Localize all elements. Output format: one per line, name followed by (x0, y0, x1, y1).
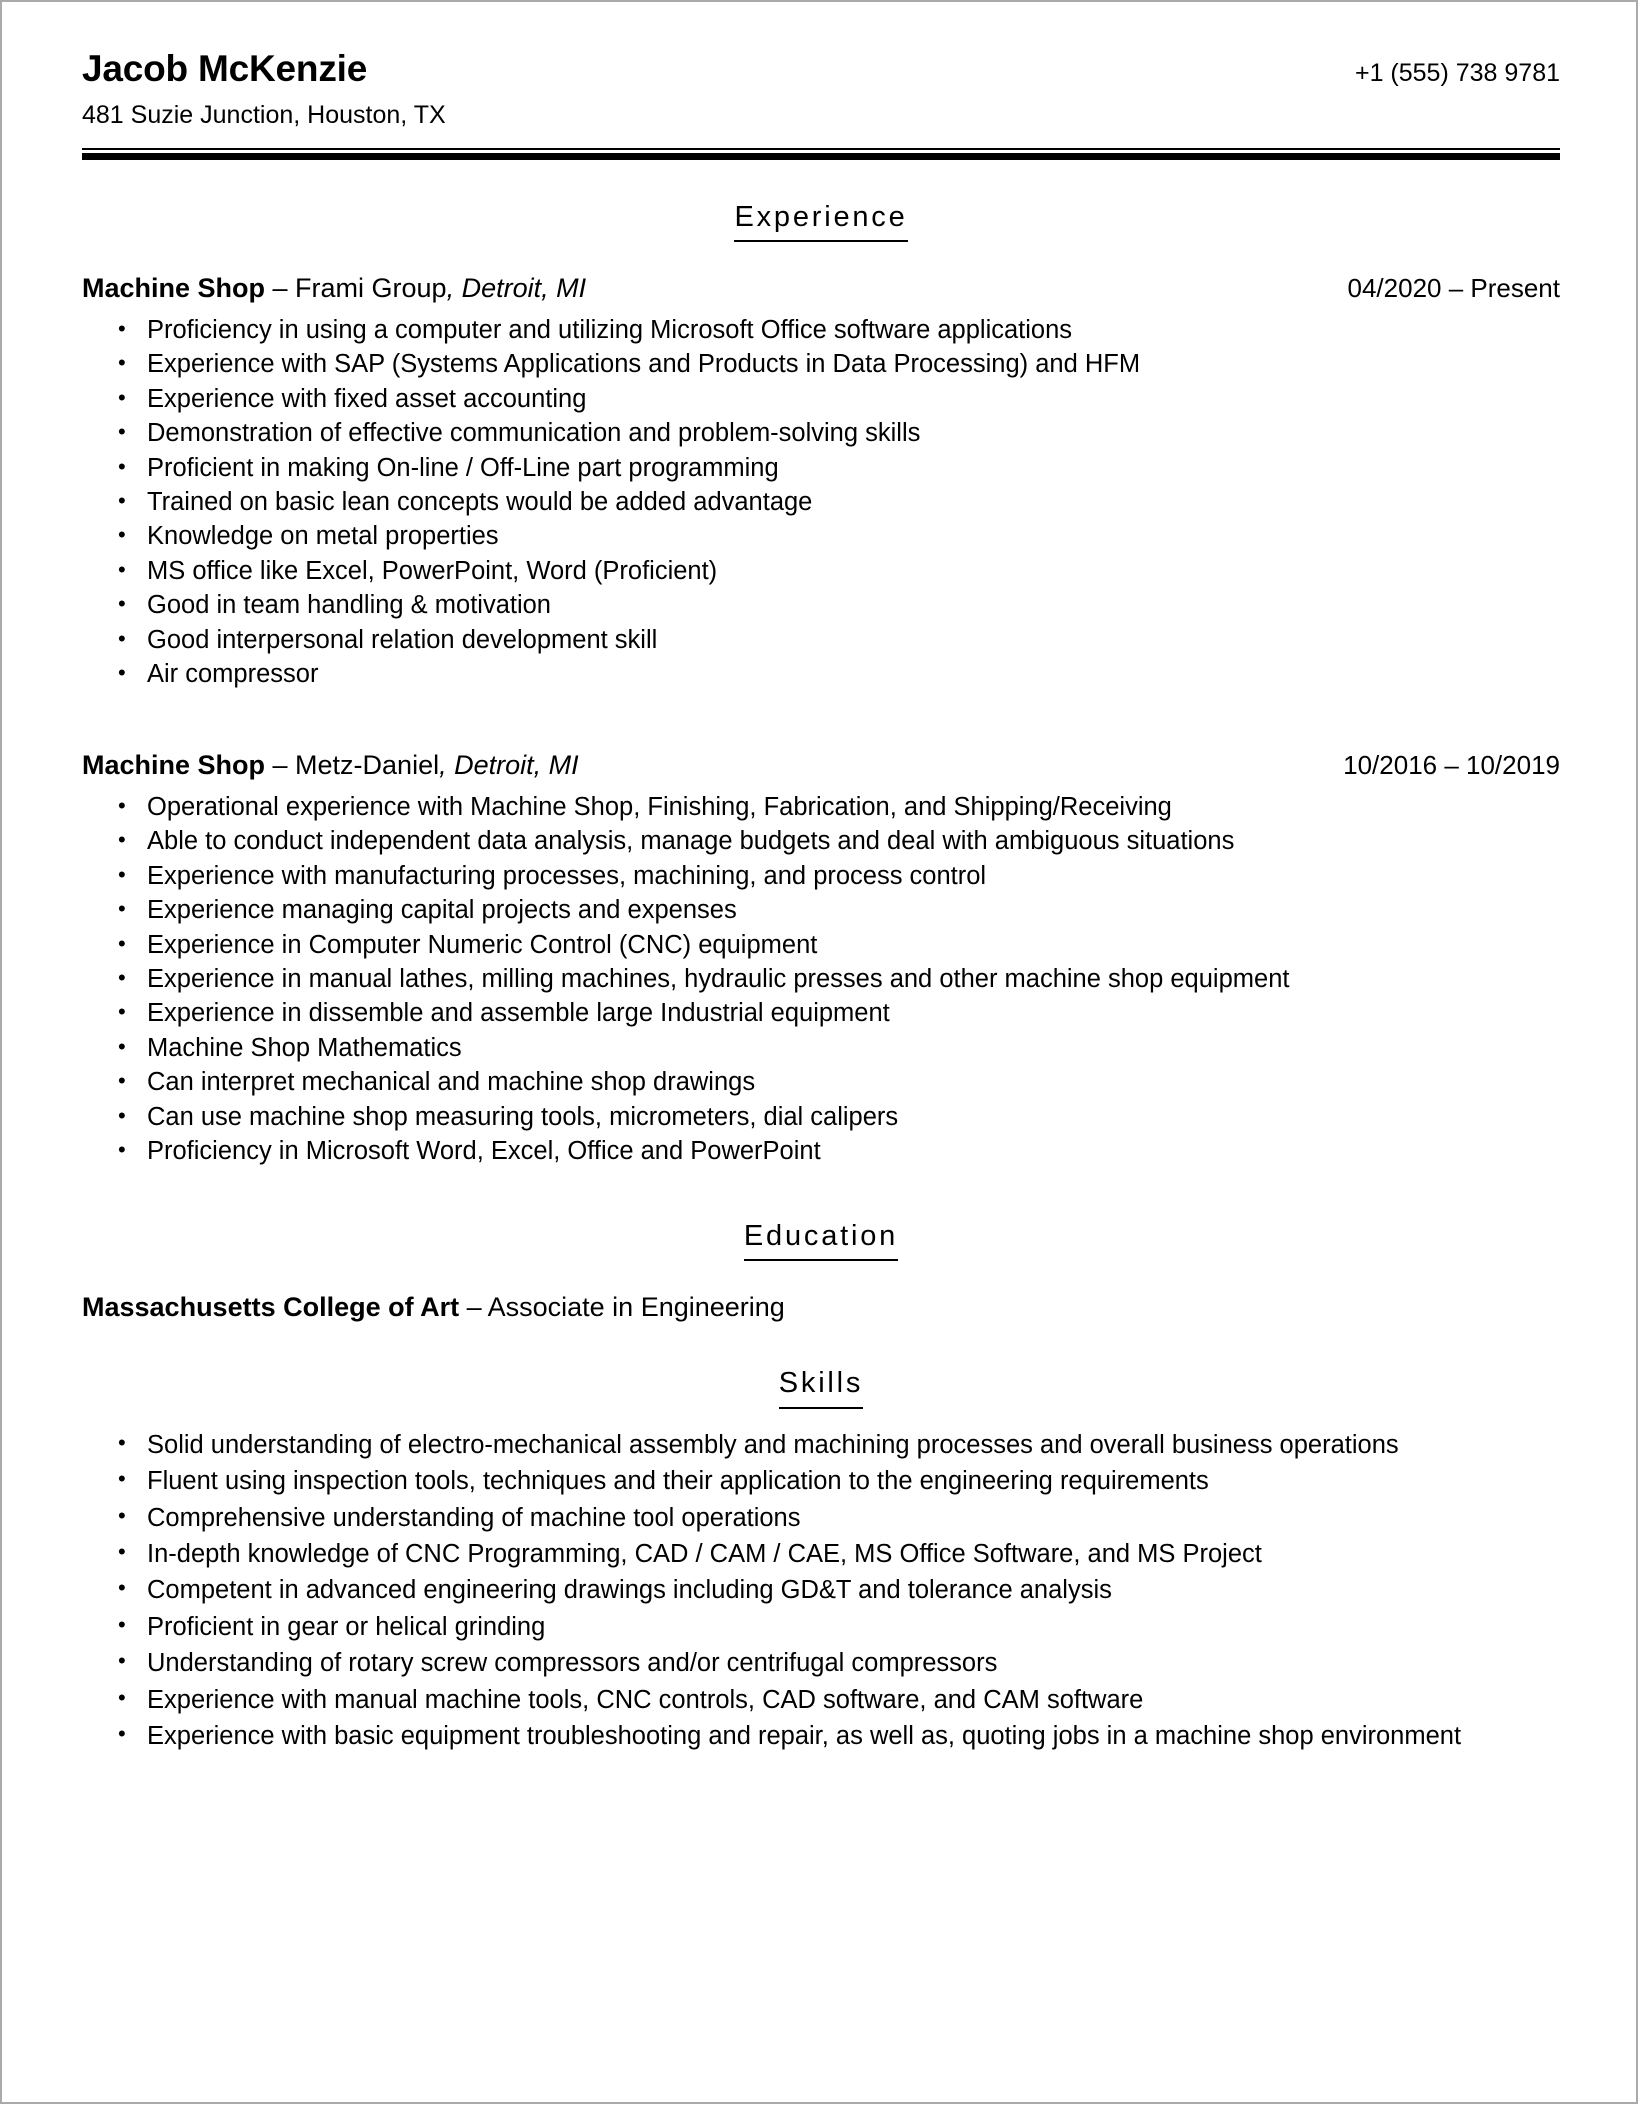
experience-company: – Frami Group (265, 273, 447, 304)
experience-dates: 04/2020 – Present (1347, 273, 1560, 304)
section-heading-education (82, 1221, 1560, 1262)
skills-bullet-list (82, 1427, 1560, 1755)
header-name-row (82, 48, 1560, 91)
section-heading-skills-label: Skills (779, 1368, 863, 1409)
list-item: • In-depth knowledge of CNC Programming, CAD / CAM / CAE, MS Office Software, and MS Project (114, 1536, 1560, 1572)
header-divider (82, 148, 1560, 160)
experience-title-group (82, 272, 586, 304)
list-item: • Experience with basic equipment troubleshooting and repair, as well as, quoting jobs in a machine shop environment (114, 1718, 1560, 1754)
resume-content (82, 2, 1560, 1754)
candidate-address: 481 Suzie Junction, Houston, TX (82, 100, 446, 129)
header-divider-thick-line (82, 153, 1560, 160)
resume-header (82, 2, 1560, 160)
list-item: • Experience in manual lathes, milling machines, hydraulic presses and other machine shop equipment (114, 962, 1560, 996)
experience-role: Machine Shop (82, 750, 266, 781)
experience-bullet-list (82, 790, 1560, 1169)
list-item: • Experience with fixed asset accounting (114, 382, 1560, 416)
section-heading-education-label: Education (744, 1221, 898, 1262)
experience-dates: 10/2016 – 10/2019 (1343, 750, 1560, 781)
list-item: • Knowledge on metal properties (114, 519, 1560, 553)
education-entry (82, 1291, 1560, 1323)
candidate-name: Jacob McKenzie (82, 48, 368, 89)
list-item: • Experience managing capital projects and expenses (114, 893, 1560, 927)
experience-location: , Detroit, MI (446, 273, 587, 304)
list-item: • Air compressor (114, 657, 1560, 691)
experience-bullet-list (82, 313, 1560, 692)
experience-entry-header (82, 749, 1560, 781)
education-school: Massachusetts College of Art (82, 1292, 460, 1323)
list-item: • Machine Shop Mathematics (114, 1031, 1560, 1065)
list-item: • Solid understanding of electro-mechanical assembly and machining processes and overall business operations (114, 1427, 1560, 1463)
experience-entry-header (82, 272, 1560, 304)
list-item: • Good in team handling & motivation (114, 588, 1560, 622)
list-item: • Proficiency in using a computer and utilizing Microsoft Office software applications (114, 313, 1560, 347)
list-item: • Able to conduct independent data analysis, manage budgets and deal with ambiguous situations (114, 824, 1560, 858)
list-item: • Comprehensive understanding of machine tool operations (114, 1500, 1560, 1536)
list-item: • Understanding of rotary screw compressors and/or centrifugal compressors (114, 1645, 1560, 1681)
list-item: • Proficient in gear or helical grinding (114, 1609, 1560, 1645)
list-item: • Experience with manual machine tools, CNC controls, CAD software, and CAM software (114, 1682, 1560, 1718)
list-item: • Can interpret mechanical and machine shop drawings (114, 1065, 1560, 1099)
experience-title-group (82, 749, 579, 781)
candidate-phone: +1 (555) 738 9781 (1354, 59, 1560, 87)
list-item: • Proficiency in Microsoft Word, Excel, Office and PowerPoint (114, 1134, 1560, 1168)
list-item: • Trained on basic lean concepts would be added advantage (114, 485, 1560, 519)
list-item: • Competent in advanced engineering drawings including GD&T and tolerance analysis (114, 1572, 1560, 1608)
list-item: • Can use machine shop measuring tools, micrometers, dial calipers (114, 1100, 1560, 1134)
list-item: • Good interpersonal relation development skill (114, 623, 1560, 657)
experience-role: Machine Shop (82, 273, 266, 304)
experience-location: , Detroit, MI (439, 750, 579, 781)
experience-company: – Metz-Daniel (265, 750, 440, 781)
list-item: • MS office like Excel, PowerPoint, Word (Proficient) (114, 554, 1560, 588)
list-item: • Fluent using inspection tools, techniques and their application to the engineering requirements (114, 1463, 1560, 1499)
list-item: • Experience with SAP (Systems Applications and Products in Data Processing) and HFM (114, 347, 1560, 381)
education-degree: – Associate in Engineering (459, 1292, 785, 1323)
section-heading-experience (82, 202, 1560, 243)
section-heading-skills (82, 1368, 1560, 1409)
section-heading-experience-label: Experience (734, 202, 907, 243)
experience-entry (82, 272, 1560, 691)
experience-entry (82, 749, 1560, 1168)
list-item: • Demonstration of effective communication and problem-solving skills (114, 416, 1560, 450)
list-item: • Experience in Computer Numeric Control (CNC) equipment (114, 928, 1560, 962)
list-item: • Operational experience with Machine Shop, Finishing, Fabrication, and Shipping/Receiving (114, 790, 1560, 824)
list-item: • Experience with manufacturing processes, machining, and process control (114, 859, 1560, 893)
list-item: • Proficient in making On-line / Off-Line part programming (114, 451, 1560, 485)
list-item: • Experience in dissemble and assemble large Industrial equipment (114, 996, 1560, 1030)
